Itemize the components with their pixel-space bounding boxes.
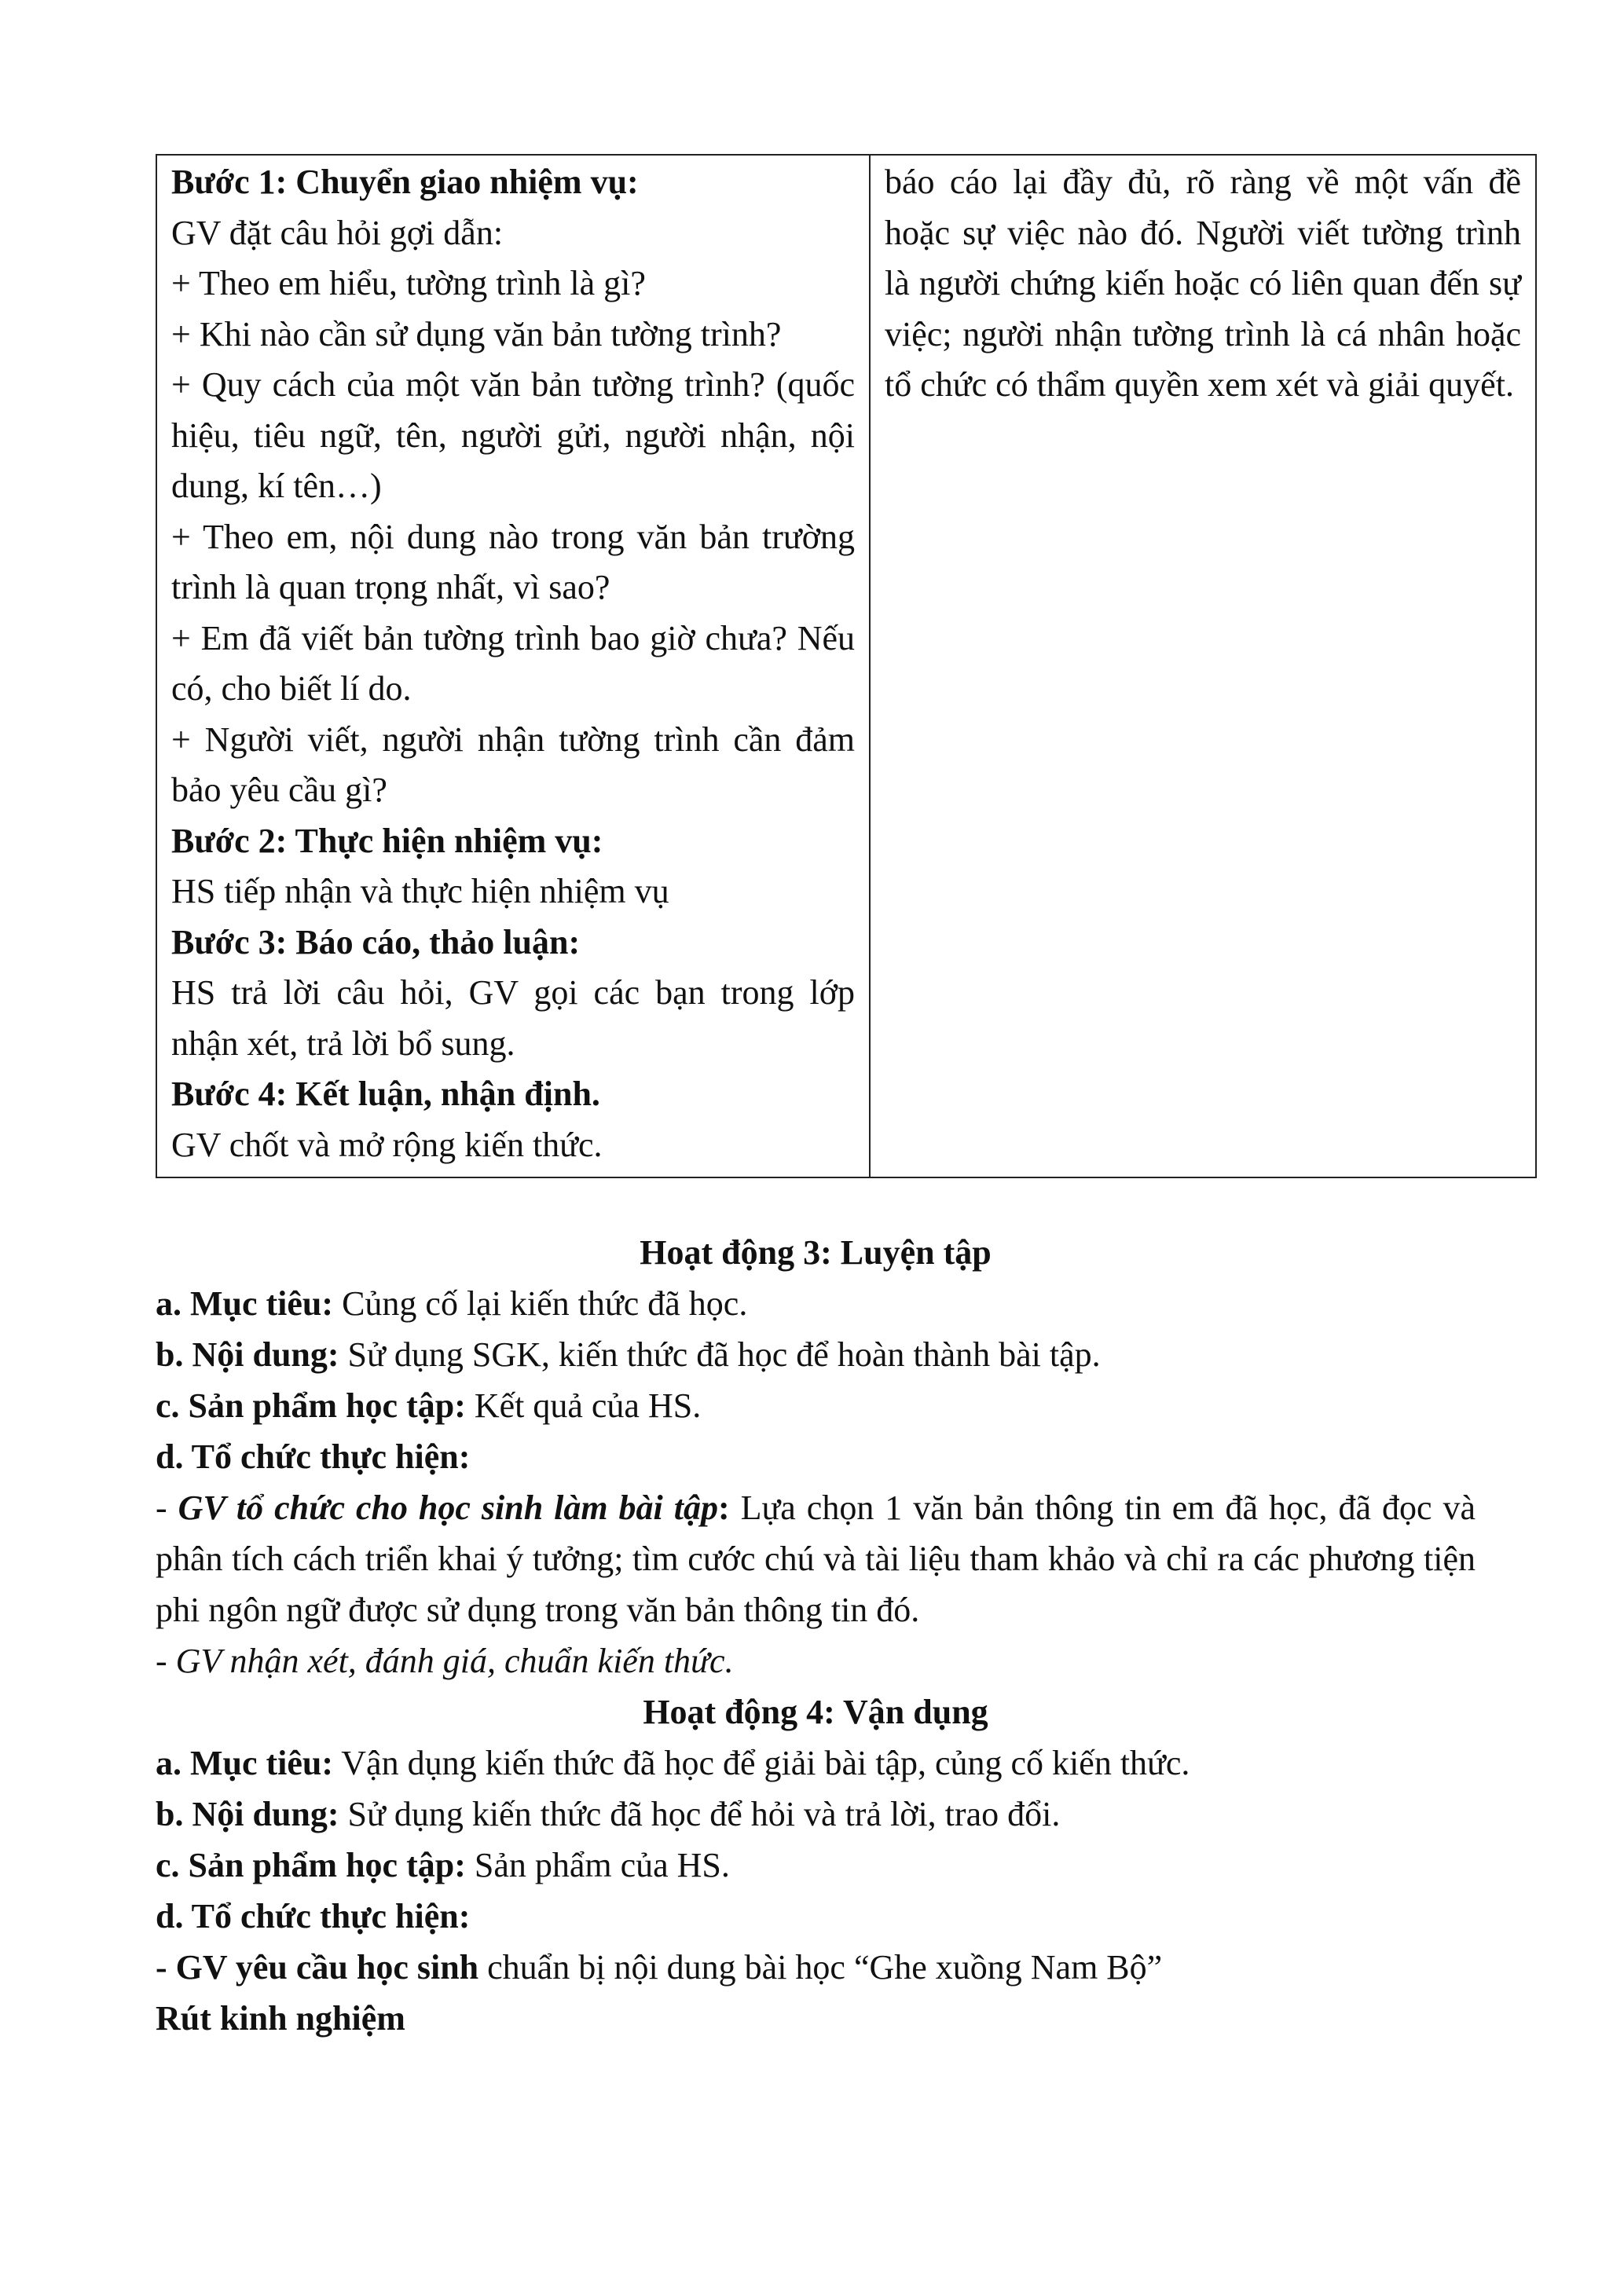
activity3-task-label: GV tổ chức cho học sinh làm bài tập (178, 1489, 718, 1527)
activity3-organization-label: d. Tổ chức thực hiện: (156, 1437, 471, 1476)
activity3-content-text: Sử dụng SGK, kiến thức đã học để hoàn thành bài tập. (339, 1335, 1101, 1374)
activity4-organization-label: d. Tổ chức thực hiện: (156, 1897, 471, 1935)
activity4-title: Hoạt động 4: Vận dụng (643, 1693, 988, 1731)
activity3-task-colon: : (717, 1489, 730, 1527)
activity3-task (156, 1482, 1476, 1635)
activity4-objective (156, 1738, 1476, 1789)
activity3-objective-text: Củng cố lại kiến thức đã học. (333, 1284, 748, 1323)
activity3-title: Hoạt động 3: Luyện tập (640, 1233, 992, 1272)
step1-line: + Quy cách của một văn bản tường trình? (quốc hiệu, tiêu ngữ, tên, người gửi, người nhận, nội dung, kí tên…) (171, 365, 855, 505)
document-page (156, 154, 1521, 2044)
step1-line: + Theo em hiểu, tường trình là gì? (171, 264, 646, 302)
activity3-product (156, 1380, 1476, 1431)
activity4-objective-label: a. Mục tiêu: (156, 1744, 334, 1782)
step3-text: HS trả lời câu hỏi, GV gọi các bạn trong lớp nhận xét, trả lời bổ sung. (171, 973, 855, 1063)
activity4-product-label: c. Sản phẩm học tập: (156, 1846, 466, 1884)
activity4-task (156, 1942, 1476, 1993)
expected-product-cell (870, 155, 1536, 1177)
step4-heading: Bước 4: Kết luận, nhận định. (171, 1075, 600, 1113)
activity3-content (156, 1329, 1476, 1380)
expected-product-text: báo cáo lại đầy đủ, rõ ràng về một vấn đề hoặc sự việc nào đó. Người viết tường trình là người chứng kiến hoặc có liên quan đến sự việc; người nhận tường trình là cá nhân hoặc tổ chức có thẩm quyền xem xét và giải quyết. (885, 163, 1521, 404)
activity3-product-text: Kết quả của HS. (465, 1386, 702, 1425)
activity3-task-prefix: - (156, 1489, 178, 1527)
step2-heading: Bước 2: Thực hiện nhiệm vụ: (171, 821, 603, 860)
table-row (156, 155, 1536, 1177)
step1-line: + Khi nào cần sử dụng văn bản tường trình? (171, 314, 782, 353)
lesson-table (156, 154, 1537, 1178)
step3-heading: Bước 3: Báo cáo, thảo luận: (171, 922, 581, 961)
step1-line: + Theo em, nội dung nào trong văn bản trường trình là quan trọng nhất, vì sao? (171, 517, 855, 606)
activity4-content (156, 1789, 1476, 1840)
activity3-content-label: b. Nội dung: (156, 1335, 339, 1374)
activity4-content-label: b. Nội dung: (156, 1795, 339, 1833)
step2-text: HS tiếp nhận và thực hiện nhiệm vụ (171, 872, 669, 910)
step1-line: + Người viết, người nhận tường trình cần đảm bảo yêu cầu gì? (171, 720, 855, 809)
activity4-task-label: - GV yêu cầu học sinh (156, 1948, 479, 1987)
activity3-objective-label: a. Mục tiêu: (156, 1284, 334, 1323)
activity3-task-text: Lựa chọn 1 văn bản thông tin em đã học, đã đọc và phân tích cách triển khai ý tưởng; tìm cước chú và tài liệu tham khảo và chỉ ra các phương tiện phi ngôn ngữ được sử dụng trong văn bản thông tin đó. (156, 1489, 1476, 1629)
teacher-activity-cell (156, 155, 870, 1177)
activity4-task-text: chuẩn bị nội dung bài học “Ghe xuồng Nam Bộ” (478, 1948, 1163, 1987)
activity4-content-text: Sử dụng kiến thức đã học để hỏi và trả lời, trao đổi. (339, 1795, 1061, 1833)
activity4-product-text: Sản phẩm của HS. (465, 1846, 730, 1884)
activity4-product (156, 1840, 1476, 1891)
step1-line: GV đặt câu hỏi gợi dẫn: (171, 213, 504, 252)
closing-title: Rút kinh nghiệm (156, 1999, 405, 2038)
activities-section (156, 1227, 1476, 2044)
step1-heading: Bước 1: Chuyển giao nhiệm vụ: (171, 163, 639, 201)
activity3-evaluation: - GV nhận xét, đánh giá, chuẩn kiến thức. (156, 1642, 734, 1680)
activity4-objective-text: Vận dụng kiến thức đã học để giải bài tập, củng cố kiến thức. (333, 1744, 1190, 1782)
step1-line: + Em đã viết bản tường trình bao giờ chưa? Nếu có, cho biết lí do. (171, 618, 855, 708)
step4-text: GV chốt và mở rộng kiến thức. (171, 1125, 603, 1164)
activity3-product-label: c. Sản phẩm học tập: (156, 1386, 466, 1425)
activity3-objective (156, 1278, 1476, 1329)
